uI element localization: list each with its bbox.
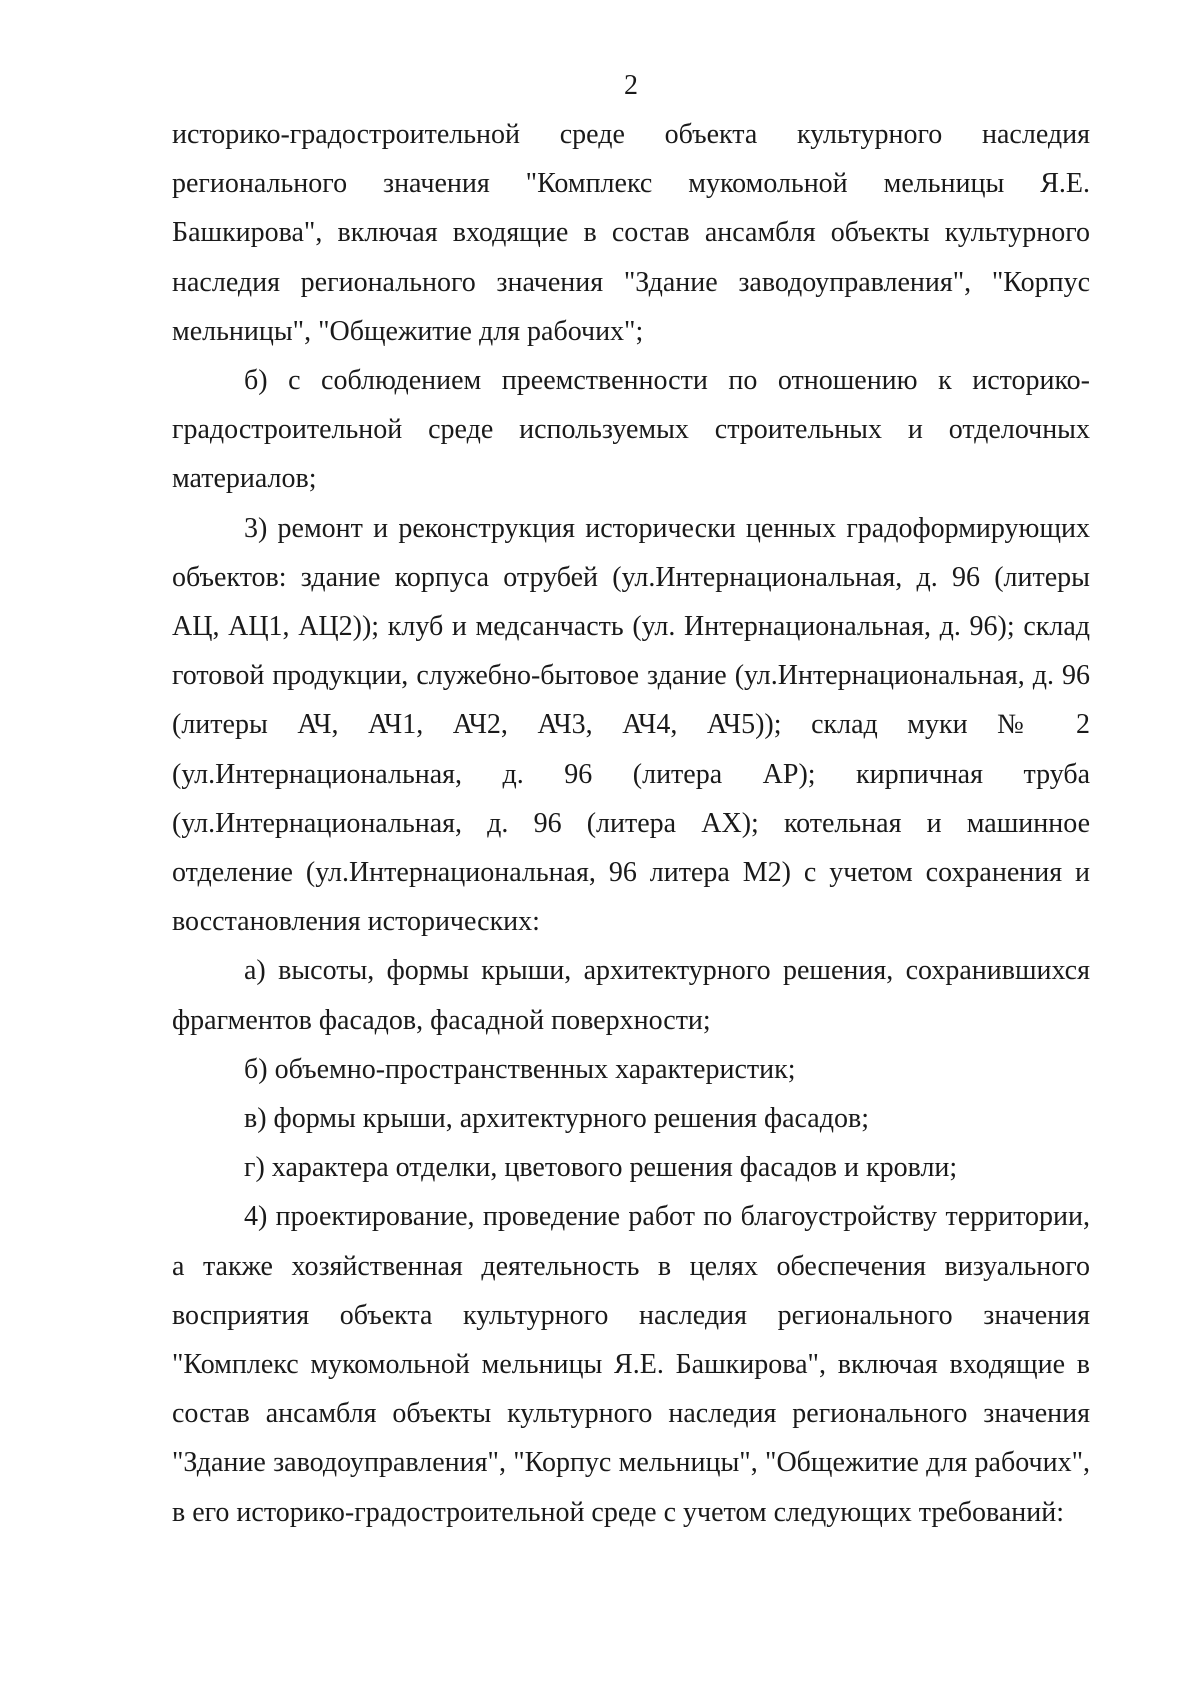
paragraph-item-g-finish: г) характера отделки, цветового решения фасадов и кровли; [244,1152,958,1184]
document-body [172,110,1090,1537]
paragraph-item-b-materials: б) с соблюдением преемственности по отношению к историко-градостроительной среде используемых строительных и отделочных материалов; [172,365,1090,495]
paragraph-item-b-volume: б) объемно-пространственных характеристик; [244,1053,796,1085]
paragraph-continuation: историко-градостроительной среде объекта культурного наследия регионального значения "Комплекс мукомольной мельницы Я.Е. Башкирова", включая входящие в состав ансамбля объекты культурного наследия регионального значения "Здание заводоуправления", "Корпус мельницы", "Общежитие для рабочих"; [172,119,1090,347]
paragraph-item-a-height: а) высоты, формы крыши, архитектурного решения, сохранившихся фрагментов фасадов, фасадной поверхности; [172,955,1090,1036]
paragraph-item-4-landscaping: 4) проектирование, проведение работ по благоустройству территории, а также хозяйственная деятельность в целях обеспечения визуального восприятия объекта культурного наследия регионального значения "Комплекс мукомольной мельницы Я.Е. Башкирова", включая входящие в состав ансамбля объекты культурного наследия регионального значения "Здание заводоуправления", "Корпус мельницы", "Общежитие для рабочих", в его историко-градостроительной среде с учетом следующих требований: [172,1201,1090,1528]
page-number: 2 [624,70,638,101]
paragraph-item-v-roof: в) формы крыши, архитектурного решения фасадов; [244,1103,869,1135]
paragraph-item-3-repair: 3) ремонт и реконструкция исторически ценных градоформирующих объектов: здание корпуса отрубей (ул.Интернациональная, д. 96 (литеры АЦ, АЦ1, АЦ2)); клуб и медсанчасть (ул. Интернациональная, д. 96); склад готовой продукции, служебно-бытовое здание (ул.Интернациональная, д. 96 (литеры АЧ, АЧ1, АЧ2, АЧ3, АЧ4, АЧ5)); склад муки № 2 (ул.Интернациональная, д. 96 (литера АР); кирпичная труба (ул.Интернациональная, д. 96 (литера АХ); котельная и машинное отделение (ул.Интернациональная, 96 литера М2) с учетом сохранения и восстановления исторических: [172,512,1090,938]
